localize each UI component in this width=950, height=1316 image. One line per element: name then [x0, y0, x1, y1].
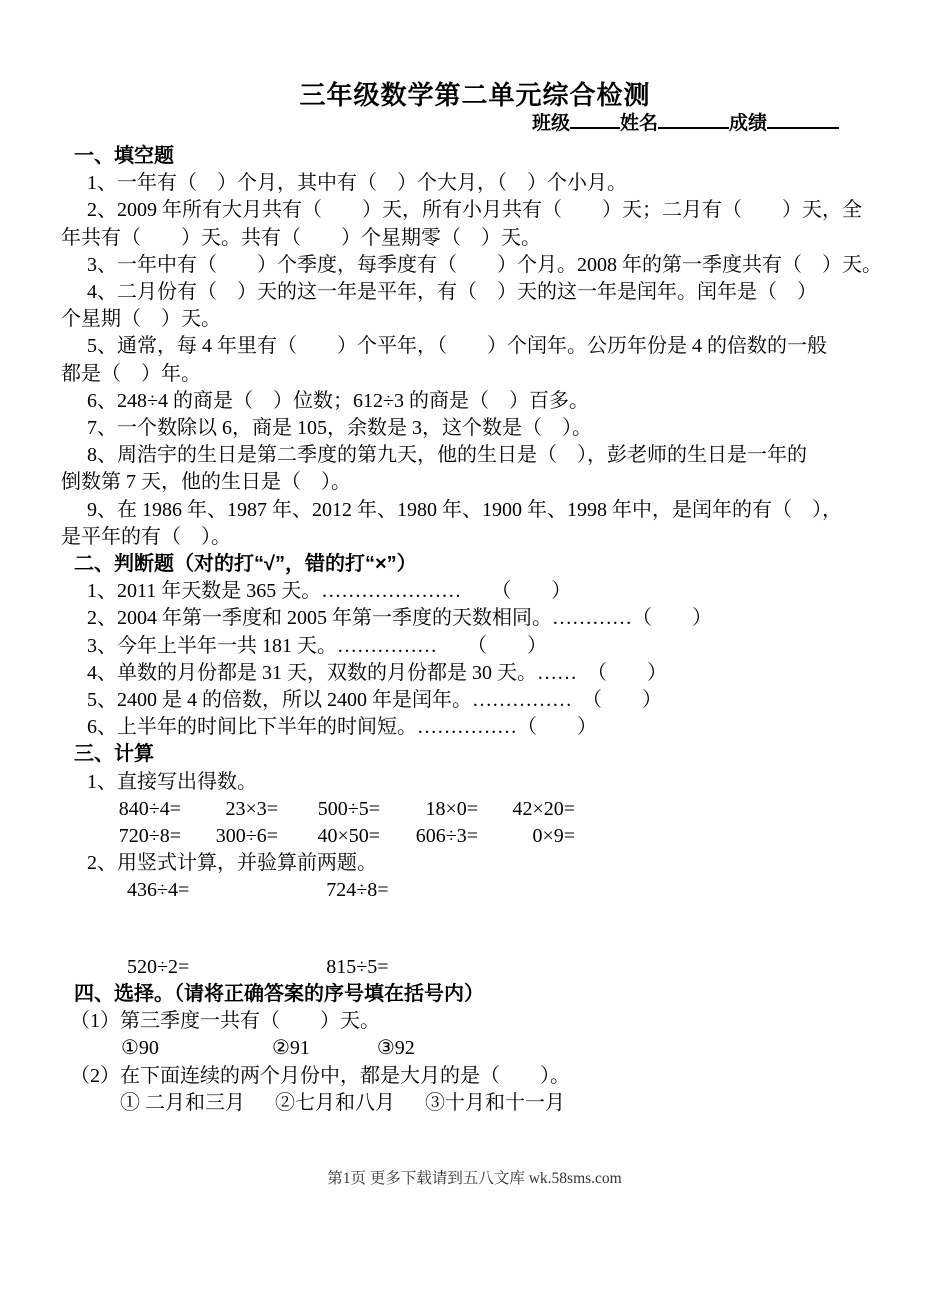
vertical-calc-row	[61, 954, 888, 981]
option: ②七月和八月	[275, 1091, 395, 1114]
judge-line: 1、2011 年天数是 365 天。………………… （ ）	[87, 580, 572, 603]
option: ③十月和十一月	[425, 1091, 565, 1114]
judge-line: 4、单数的月份都是 31 天，双数的月份都是 30 天。…… （ ）	[87, 661, 667, 684]
student-info-line	[0, 110, 950, 137]
option: ① 二月和三月	[120, 1091, 245, 1114]
worksheet-body	[0, 143, 950, 1189]
calc-subheading-vertical: 2、用竖式计算，并验算前两题。	[87, 852, 377, 875]
fill-line: 8、周浩宇的生日是第二季度的第九天，他的生日是（ ），彭老师的生日是一年的	[87, 444, 807, 467]
judge-line: 6、上半年的时间比下半年的时间短。……………（ ）	[87, 716, 597, 739]
choice-question: （1）第三季度一共有（ ）天。	[70, 1010, 380, 1033]
name-label: 姓名	[620, 113, 659, 134]
fill-line: 5、通常，每 4 年里有（ ）个平年，（ ）个闰年。公历年份是 4 的倍数的一般	[87, 335, 827, 358]
expression: 840÷4=	[118, 797, 181, 820]
score-label: 成绩	[729, 113, 768, 134]
choice-options-row	[61, 1090, 888, 1117]
option: ②91	[271, 1037, 310, 1060]
class-label: 班级	[532, 113, 571, 134]
expression: 500÷5=	[317, 797, 380, 820]
section-heading-calc: 三、计算	[74, 743, 154, 766]
fill-line: 是平年的有（ ）。	[61, 525, 231, 548]
option: ①90	[121, 1037, 159, 1060]
expression: 815÷5=	[326, 955, 389, 978]
option: ③92	[376, 1037, 415, 1060]
fill-line: 个星期（ ）天。	[61, 308, 221, 331]
expression: 18×0=	[425, 797, 478, 820]
expression: 0×9=	[532, 825, 575, 848]
expression: 42×20=	[512, 797, 575, 820]
class-blank-line	[570, 111, 620, 129]
expression: 300÷6=	[215, 825, 278, 848]
calc-subheading-oral: 1、直接写出得数。	[87, 770, 257, 793]
judge-line: 3、今年上半年一共 181 天。…………… （ ）	[87, 634, 547, 657]
judge-line: 2、2004 年第一季度和 2005 年第一季度的天数相同。…………（ ）	[87, 607, 712, 630]
fill-line: 1、一年有（ ）个月，其中有（ ）个大月，（ ）个小月。	[87, 172, 627, 195]
fill-line: 6、248÷4 的商是（ ）位数；612÷3 的商是（ ）百多。	[87, 389, 589, 412]
fill-line: 7、一个数除以 6，商是 105，余数是 3，这个数是（ ）。	[87, 417, 592, 440]
page-footer: 第1页 更多下载请到五八文库 wk.58sms.com	[327, 1169, 622, 1187]
fill-line: 3、一年中有（ ）个季度，每季度有（ ）个月。2008 年的第一季度共有（ ）天。	[87, 253, 882, 276]
oral-calc-row	[61, 796, 888, 823]
expression: 720÷8=	[118, 825, 181, 848]
fill-line: 4、二月份有（ ）天的这一年是平年，有（ ）天的这一年是闰年。闰年是（ ）	[87, 281, 817, 304]
judge-line: 5、2400 是 4 的倍数，所以 2400 年是闰年。…………… （ ）	[87, 689, 662, 712]
section-heading-choice: 四、选择。（请将正确答案的序号填在括号内）	[74, 982, 484, 1005]
expression: 520÷2=	[127, 955, 190, 978]
oral-calc-row	[61, 823, 888, 850]
expression: 436÷4=	[127, 879, 190, 902]
page-title: 三年级数学第二单元综合检测	[299, 80, 651, 110]
expression: 606÷3=	[415, 825, 478, 848]
fill-line: 倒数第 7 天，他的生日是（ ）。	[61, 471, 351, 494]
score-blank-line	[767, 111, 839, 129]
name-blank-line	[658, 111, 729, 129]
expression: 724÷8=	[326, 879, 389, 902]
section-heading-fill: 一、填空题	[74, 145, 174, 167]
fill-line: 都是（ ）年。	[61, 362, 201, 385]
vertical-calc-row	[61, 877, 888, 904]
section-heading-judge: 二、判断题（对的打“√”，错的打“×”）	[74, 553, 417, 576]
fill-line: 年共有（ ）天。共有（ ）个星期零（ ）天。	[61, 226, 541, 249]
fill-line: 9、在 1986 年、1987 年、2012 年、1980 年、1900 年、1998 年中，是闰年的有（ ），	[87, 498, 842, 521]
expression: 40×50=	[317, 825, 380, 848]
expression: 23×3=	[225, 797, 278, 820]
choice-question: （2）在下面连续的两个月份中，都是大月的是（ ）。	[70, 1064, 570, 1087]
choice-options-row	[61, 1035, 888, 1062]
fill-line: 2、2009 年所有大月共有（ ）天，所有小月共有（ ）天；二月有（ ）天，全	[87, 199, 862, 222]
